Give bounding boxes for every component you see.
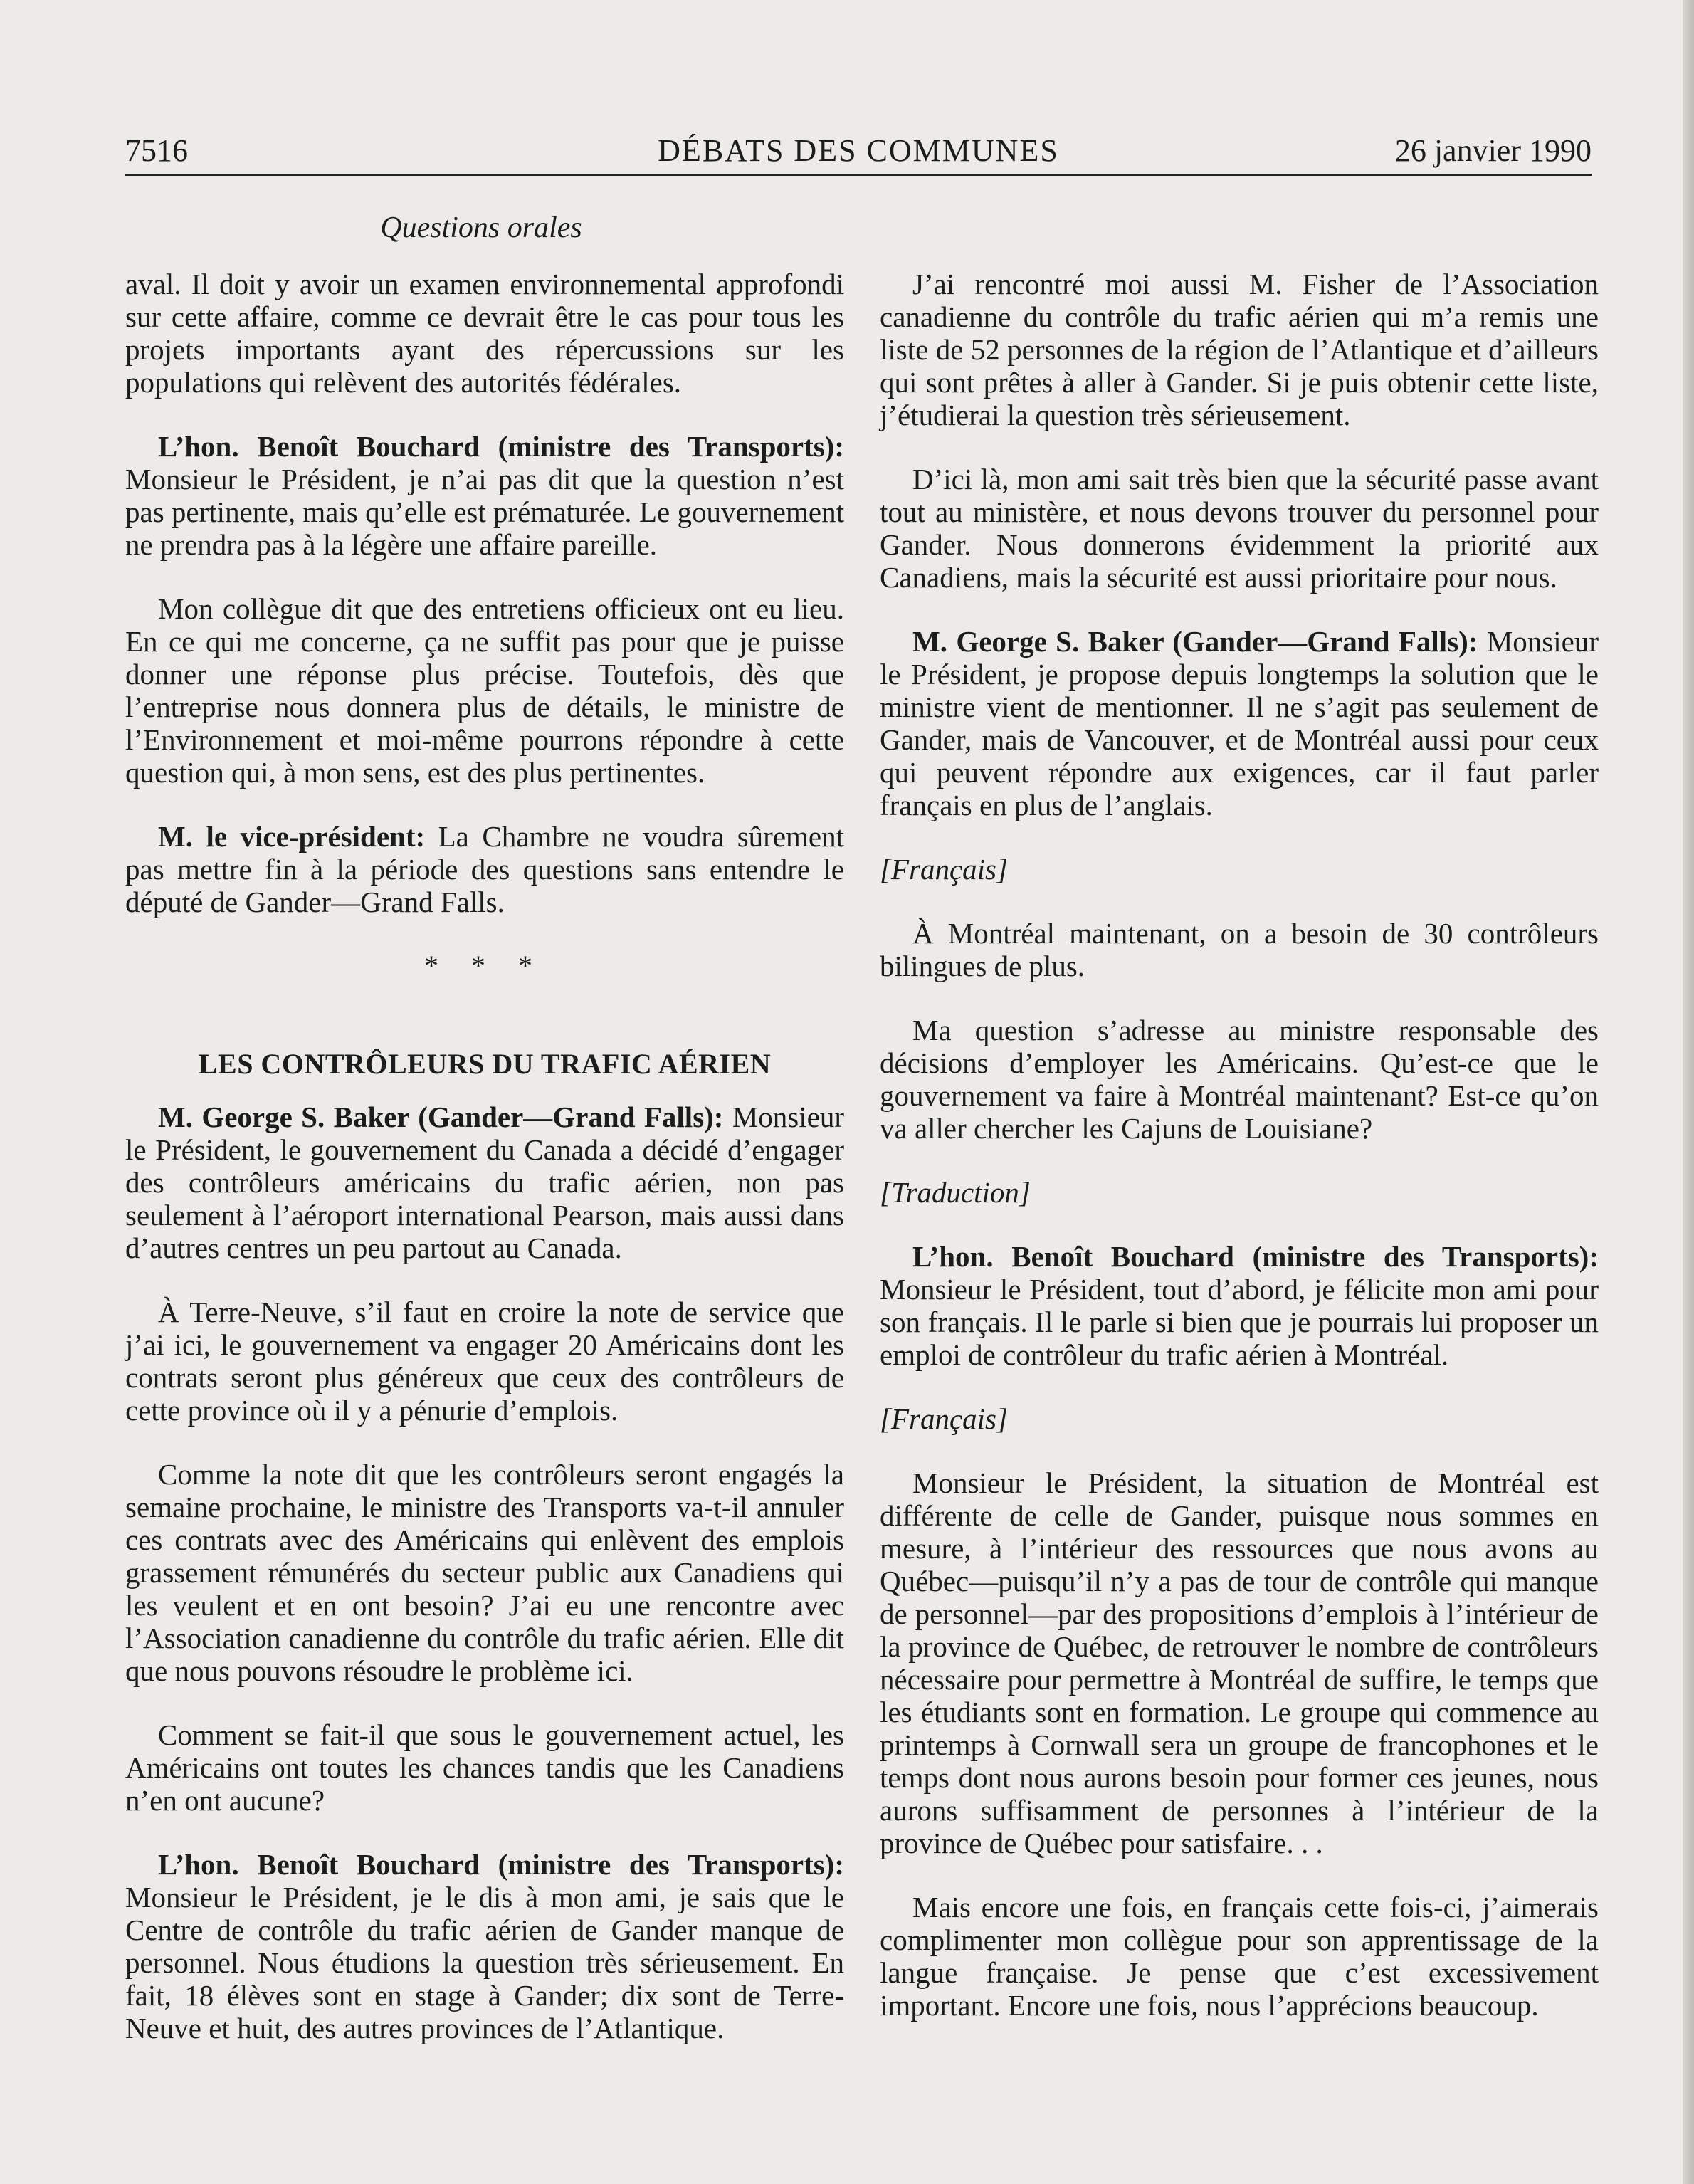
speech-text: Monsieur le Président, je le dis à mon ami, je sais que le Centre de contrôle du trafic aérien de Gander manque de personnel. Nous étudions la question très sérieusement. En fait, 18 élèves sont en stage à Gander; dix sont de Terre-Neuve et huit, des autres provinces de l’Atlantique. xyxy=(125,1881,844,2044)
language-marker: [Traduction] xyxy=(880,1176,1031,1209)
speech xyxy=(125,1101,844,1264)
language-marker: [Français] xyxy=(880,1402,1008,1435)
speaker-name: M. le vice-président: xyxy=(158,820,426,853)
page-header xyxy=(125,132,1592,175)
speaker-name: L’hon. Benoît Bouchard (ministre des Transports): xyxy=(912,1240,1599,1273)
speech xyxy=(125,820,844,918)
language-marker: [Français] xyxy=(880,853,1008,886)
paragraph: Comme la note dit que les contrôleurs seront engagés la semaine prochaine, le ministre des Transports va-t-il annuler ces contrats avec des Américains qui enlèvent des emplois grassement rémunérés du secteur public aux Canadiens qui les veulent et en ont besoin? J’ai eu une rencontre avec l’Association canadienne du contrôle du trafic aérien. Elle dit que nous pouvons résoudre le problème ici. xyxy=(125,1458,844,1687)
page-number: 7516 xyxy=(125,133,188,168)
paragraph: À Terre-Neuve, s’il faut en croire la note de service que j’ai ici, le gouvernement va engager 20 Américains dont les contrats seront plus généreux que ceux des contrôleurs de cette province où il y a pénurie d’emplois. xyxy=(125,1296,844,1427)
speaker-name: M. George S. Baker (Gander—Grand Falls): xyxy=(158,1101,724,1133)
speech xyxy=(880,1240,1599,1371)
header-rule xyxy=(125,174,1592,176)
speech xyxy=(125,430,844,561)
paragraph: Comment se fait-il que sous le gouvernement actuel, les Américains ont toutes les chances tandis que les Canadiens n’en ont aucune? xyxy=(125,1718,844,1817)
paragraph: Mais encore une fois, en français cette fois-ci, j’aimerais complimenter mon collègue pour son apprentissage de la langue française. Je pense que c’est excessivement important. Encore une fois, nous l’apprécions beaucoup. xyxy=(880,1891,1599,2022)
speech xyxy=(125,1848,844,2044)
paragraph: Mon collègue dit que des entretiens officieux ont eu lieu. En ce qui me concerne, ça ne suffit pas pour que je puisse donner une réponse plus précise. Toutefois, dès que l’entreprise nous donnera plus de détails, le ministre de l’Environnement et moi-même pourrons répondre à cette question qui, à mon sens, est des plus pertinentes. xyxy=(125,592,844,789)
paragraph: J’ai rencontré moi aussi M. Fisher de l’Association canadienne du contrôle du trafic aérien qui m’a remis une liste de 52 personnes de la région de l’Atlantique et d’ailleurs qui sont prêtes à aller à Gander. Si je puis obtenir cette liste, j’étudierai la question très sérieusement. xyxy=(880,268,1599,431)
speaker-name: L’hon. Benoît Bouchard (ministre des Transports): xyxy=(158,1848,844,1881)
page-edge xyxy=(1683,0,1694,2184)
speaker-name: L’hon. Benoît Bouchard (ministre des Transports): xyxy=(158,430,844,463)
paragraph: Monsieur le Président, la situation de Montréal est différente de celle de Gander, puisque nous sommes en mesure, à l’intérieur des ressources que nous avons au Québec—puisqu’il n’y a pas de tour de contrôle qui manque de personnel—par des propositions d’emplois à l’intérieur de la province de Québec, de retrouver le nombre de contrôleurs nécessaire pour permettre à Montréal de suffire, le temps que les étudiants sont en formation. Le groupe qui commence au printemps à Cornwall sera un groupe de francophones et le temps dont nous aurons besoin pour former ces jeunes, nous aurons suffisamment de personnes à l’intérieur de la province de Québec pour satisfaire. . . xyxy=(880,1466,1599,1859)
speaker-name: M. George S. Baker (Gander—Grand Falls): xyxy=(912,625,1478,658)
paragraph: Ma question s’adresse au ministre responsable des décisions d’employer les Américains. Qu’est-ce que le gouvernement va faire à Montréal maintenant? Est-ce qu’on va aller chercher les Cajuns de Louisiane? xyxy=(880,1014,1599,1145)
left-column xyxy=(125,268,844,2076)
speech-text: La Chambre ne voudra sûrement pas mettre fin à la période des questions sans entendre le député de Gander—Grand Falls. xyxy=(125,820,844,918)
speech-text: Monsieur le Président, tout d’abord, je félicite mon ami pour son français. Il le parle si bien que je pourrais lui proposer un emploi de contrôleur du trafic aérien à Montréal. xyxy=(880,1273,1599,1371)
journal-title: DÉBATS DES COMMUNES xyxy=(658,133,1059,168)
paragraph: aval. Il doit y avoir un examen environnemental approfondi sur cette affaire, comme ce devrait être le cas pour tous les projets importants ayant des répercussions sur les populations qui relèvent des autorités fédérales. xyxy=(125,268,844,399)
paragraph: À Montréal maintenant, on a besoin de 30 contrôleurs bilingues de plus. xyxy=(880,917,1599,982)
section-title: Questions orales xyxy=(380,211,582,244)
speech xyxy=(880,625,1599,821)
section-separator: * * * xyxy=(424,950,545,982)
speech-text: Monsieur le Président, je n’ai pas dit que la question n’est pas pertinente, mais qu’elle est prématurée. Le gouvernement ne prendra pas à la légère une affaire pareille. xyxy=(125,463,844,561)
paragraph: D’ici là, mon ami sait très bien que la sécurité passe avant tout au ministère, et nous devons trouver du personnel pour Gander. Nous donnerons évidemment la priorité aux Canadiens, mais la sécurité est aussi prioritaire pour nous. xyxy=(880,463,1599,594)
subject-heading: LES CONTRÔLEURS DU TRAFIC AÉRIEN xyxy=(198,1048,772,1080)
right-column xyxy=(880,268,1599,2053)
issue-date: 26 janvier 1990 xyxy=(1394,133,1592,168)
speech-text: Monsieur le Président, je propose depuis longtemps la solution que le ministre vient de mentionner. Il ne s’agit pas seulement de Gander, mais de Vancouver, et de Montréal aussi pour ceux qui peuvent répondre aux exigences, car il faut parler français en plus de l’anglais. xyxy=(880,625,1599,821)
speech-text: Monsieur le Président, le gouvernement du Canada a décidé d’engager des contrôleurs américains du trafic aérien, non pas seulement à l’aéroport international Pearson, mais aussi dans d’autres centres un peu partout au Canada. xyxy=(125,1101,844,1264)
